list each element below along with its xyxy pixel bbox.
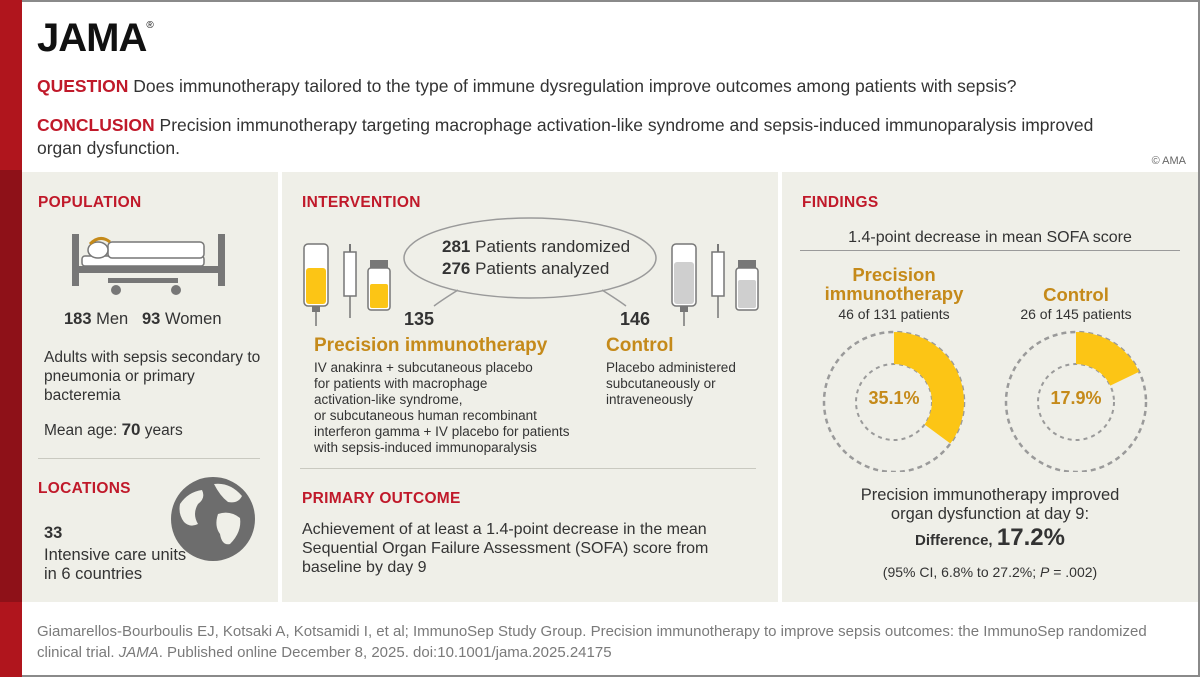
findings-summary: Precision immunotherapy improved organ dysfunction at day 9: — [860, 486, 1120, 523]
conclusion-text: Precision immunotherapy targeting macrophage activation-like syndrome and sepsis-induced immunoparalysis improved organ dysfunction. — [37, 115, 1094, 158]
sex-breakdown: 183 Men 93 Women — [64, 310, 222, 328]
arm1-count: 135 — [404, 309, 435, 329]
randomized-line: 281 Patients randomized — [442, 237, 631, 256]
group1-percent: 35.1% — [868, 388, 920, 408]
iv-bag-treatment-icon — [300, 238, 396, 328]
findings-subtitle-rule — [800, 250, 1180, 251]
question-text: Does immunotherapy tailored to the type of immune dysregulation improve outcomes among patients with sepsis? — [133, 76, 1017, 96]
citation: Giamarellos-Bourboulis EJ, Kotsaki A, Kotsamidi I, et al; ImmunoSep Study Group. Precision immunotherapy to improve sepsis outcomes: the ImmunoSep randomized clinical trial. JAMA. Published online December 8, 2025. doi:10.1001/jama.2025.24175 — [37, 623, 1147, 661]
group1-name: Precision immunotherapy — [824, 264, 964, 304]
hospital-bed-icon — [68, 228, 228, 300]
iv-bag-control-icon — [668, 238, 764, 328]
difference-line: Difference, 17.2% — [915, 524, 1065, 551]
findings-title: FINDINGS — [802, 194, 879, 211]
population-description: Adults with sepsis secondary to pneumonia or primary bacteremia — [44, 349, 261, 404]
accent-bar-bottom — [0, 602, 22, 677]
arm1-name: Precision immunotherapy — [314, 335, 548, 356]
donut-wedge-2 — [1076, 332, 1139, 386]
findings-panel — [782, 172, 1198, 602]
conclusion-line — [37, 114, 1097, 160]
intervention-divider — [300, 468, 756, 469]
group2-percent: 17.9% — [1050, 388, 1102, 408]
arm1-description: IV anakinra + subcutaneous placebo for patients with macrophage activation-like syndrome, or subcutaneous human recombinant interferon gamma + IV placebo for patients with sepsis-induced immunoparalysis — [314, 360, 570, 455]
arm2-count: 146 — [620, 309, 651, 329]
accent-bar-middle — [0, 170, 22, 602]
copyright: © AMA — [1151, 155, 1186, 167]
population-title: POPULATION — [38, 194, 142, 211]
jama-logo: JAMA® — [37, 16, 153, 60]
group2-patients: 26 of 145 patients — [1020, 306, 1132, 322]
group1-patients: 46 of 131 patients — [838, 306, 950, 322]
arm2-name: Control — [606, 335, 674, 356]
population-divider — [38, 458, 260, 459]
intervention-title: INTERVENTION — [302, 194, 421, 211]
location-count: 33 — [44, 524, 63, 542]
question-key: QUESTION — [37, 76, 129, 96]
analyzed-line: 276 Patients analyzed — [442, 259, 610, 278]
conclusion-key: CONCLUSION — [37, 115, 155, 135]
primary-outcome-text: Achievement of at least a 1.4-point decrease in the mean Sequential Organ Failure Assessment (SOFA) score from baseline by day 9 — [302, 521, 709, 576]
locations-title: LOCATIONS — [38, 480, 131, 497]
population-panel — [22, 172, 278, 602]
accent-bar-top — [0, 0, 22, 170]
group2-name: Control — [1043, 284, 1109, 305]
arm2-description: Placebo administered subcutaneously or intraveneously — [606, 360, 736, 407]
intervention-panel — [282, 172, 778, 602]
mean-age: Mean age: 70 years — [44, 420, 183, 439]
location-description: Intensive care units in 6 countries — [44, 546, 187, 583]
confidence-interval: (95% CI, 6.8% to 27.2%; P = .002) — [882, 564, 1098, 580]
question-line — [37, 76, 1167, 97]
findings-subtitle: 1.4-point decrease in mean SOFA score — [848, 229, 1132, 246]
primary-outcome-title: PRIMARY OUTCOME — [302, 490, 461, 507]
